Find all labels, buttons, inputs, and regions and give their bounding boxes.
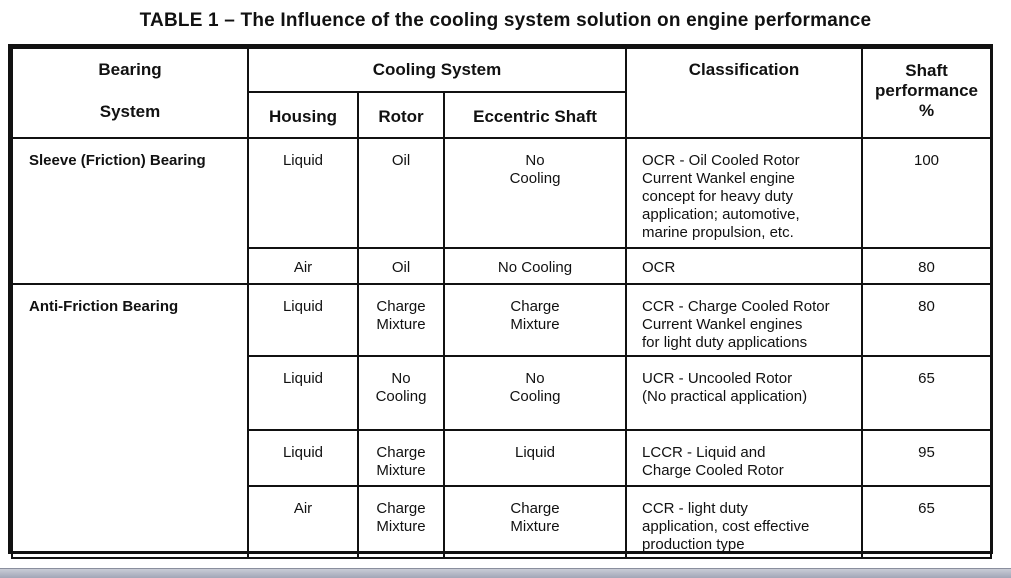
cell-classification: UCR - Uncooled Rotor (No practical application)	[626, 356, 862, 430]
cell-housing: Liquid	[248, 356, 358, 430]
cell-eccentric-shaft: Charge Mixture	[444, 486, 626, 558]
cell-performance: 80	[862, 284, 991, 356]
header-rotor: Rotor	[358, 92, 444, 138]
cell-eccentric-shaft: No Cooling	[444, 356, 626, 430]
cell-rotor: Charge Mixture	[358, 486, 444, 558]
header-shaft-performance: Shaft performance %	[862, 48, 991, 138]
cell-classification: LCCR - Liquid and Charge Cooled Rotor	[626, 430, 862, 486]
cell-performance: 80	[862, 248, 991, 284]
cell-classification: CCR - Charge Cooled Rotor Current Wankel engines for light duty applications	[626, 284, 862, 356]
cell-performance: 65	[862, 356, 991, 430]
header-housing: Housing	[248, 92, 358, 138]
table-row	[12, 138, 991, 248]
bearing-sleeve-friction: Sleeve (Friction) Bearing	[12, 138, 248, 284]
cell-housing: Air	[248, 486, 358, 558]
cell-housing: Air	[248, 248, 358, 284]
cell-performance: 100	[862, 138, 991, 248]
bearing-anti-friction: Anti-Friction Bearing	[12, 284, 248, 558]
header-classification: Classification	[626, 48, 862, 138]
cell-rotor: No Cooling	[358, 356, 444, 430]
header-cooling-system: Cooling System	[248, 48, 626, 92]
window-bottom-bar	[0, 568, 1011, 578]
header-bearing-system	[12, 48, 248, 138]
cell-rotor: Charge Mixture	[358, 430, 444, 486]
table-row	[12, 284, 991, 356]
cell-classification: CCR - light duty application, cost effective production type	[626, 486, 862, 558]
cell-performance: 95	[862, 430, 991, 486]
cell-eccentric-shaft: Liquid	[444, 430, 626, 486]
cell-eccentric-shaft: No Cooling	[444, 138, 626, 248]
table-title: TABLE 1 – The Influence of the cooling system solution on engine performance	[139, 10, 872, 31]
cell-classification: OCR - Oil Cooled Rotor Current Wankel engine concept for heavy duty application; automotive, marine propulsion, etc.	[626, 138, 862, 248]
cell-rotor: Charge Mixture	[358, 284, 444, 356]
header-bearing-line1: Bearing	[98, 60, 162, 79]
cell-performance: 65	[862, 486, 991, 558]
cell-housing: Liquid	[248, 430, 358, 486]
cell-housing: Liquid	[248, 284, 358, 356]
cell-eccentric-shaft: Charge Mixture	[444, 284, 626, 356]
table-grid	[11, 47, 992, 559]
header-eccentric-shaft: Eccentric Shaft	[444, 92, 626, 138]
cell-classification: OCR	[626, 248, 862, 284]
cell-eccentric-shaft: No Cooling	[444, 248, 626, 284]
header-bearing-line2: System	[99, 102, 161, 121]
cell-rotor: Oil	[358, 248, 444, 284]
cell-rotor: Oil	[358, 138, 444, 248]
cell-housing: Liquid	[248, 138, 358, 248]
performance-table	[8, 44, 993, 554]
